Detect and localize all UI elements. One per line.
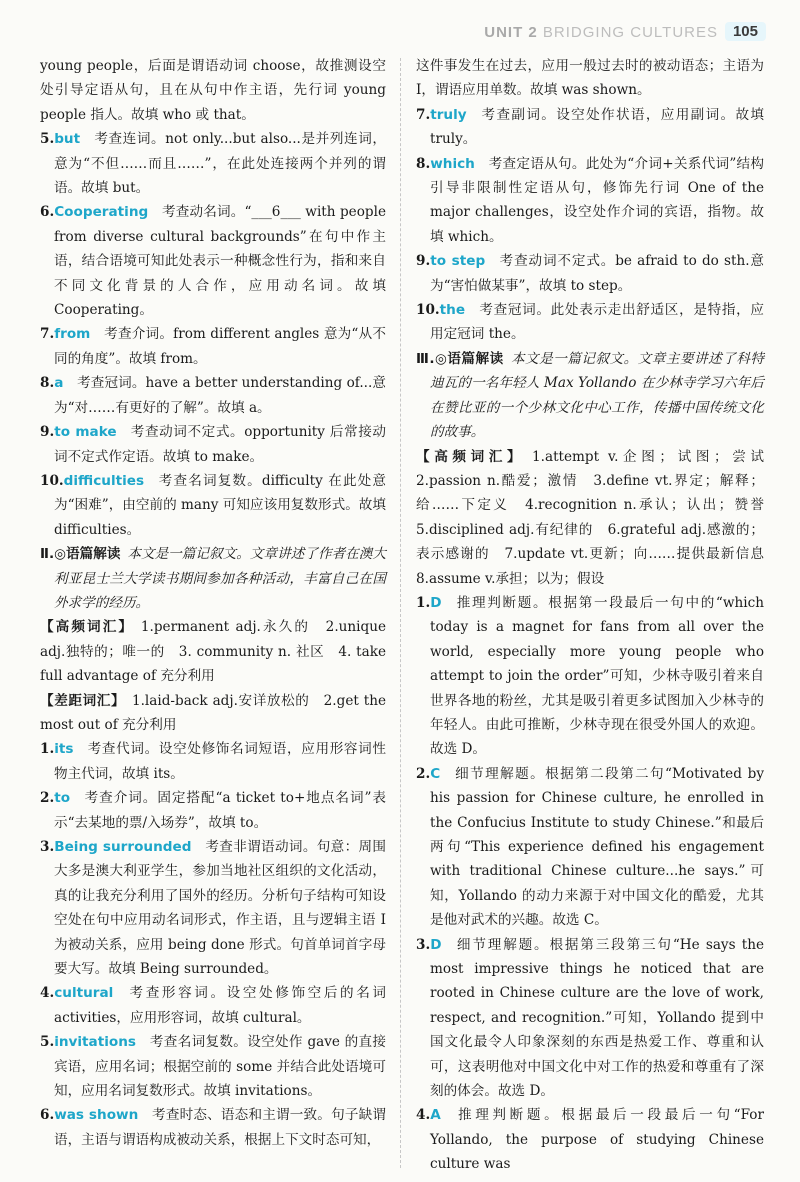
explanation-text: 考查冠词。此处表示走出舒适区，是特指，应用定冠词 the。 [430,302,764,343]
right-column [416,54,778,1177]
passage-summary [416,347,764,445]
vocab-text: 1.permanent adj.永久的 2.unique adj.独特的；唯一的 3. community n. 社区 4. take full advantage of 充分利用 [40,619,387,685]
item-number: 2. [40,790,55,807]
explanation-text: 考查副词。设空处作状语，应用副词。故填 truly。 [430,106,764,148]
answer-item [416,762,764,933]
explanation-text: 考查时态、语态和主谓一致。句子缺谓语，主语与谓语构成被动关系，根据上下文时态可知， [54,1107,386,1148]
item-number: 8. [416,155,431,172]
section-body: 本文是一篇记叙文。文章主要讲述了科特迪瓦的一名年轻人 Max Yollando 在少林寺学习六年后在赞比亚的一个少林文化中心工作，传播中国传统文化的故事。 [430,350,764,441]
item-number: 4. [416,1107,431,1124]
vocab-label: 【差距词汇】 [40,692,126,709]
vocab-text: 1.laid-back adj.安详放松的 2.get the most out of 充分利用 [40,692,387,733]
answer-item [416,298,764,347]
answer-item [40,835,386,981]
answer-item [40,1030,386,1103]
answer-text: from [54,326,91,343]
answer-text: but [54,131,81,148]
item-number: 5. [40,131,55,148]
vocabulary-list [40,615,386,688]
answer-text: D [430,936,442,953]
answer-text: cultural [54,985,114,1002]
answer-item [40,127,386,200]
unit-title [484,24,718,41]
answer-item [416,933,764,1104]
answer-text: a [54,375,64,392]
answer-text: Cooperating [54,204,149,221]
answer-text: the [439,302,466,319]
page-number: 105 [725,22,766,41]
explanation-text: 考查定语从句。此处为“介词+关系代词”结构引导非限制性定语从句，修饰先行词 One of the major challenges，设空处作介词的宾语，指物。故填 which。 [430,155,764,245]
explanation-text: 考查动词不定式。opportunity 后常接动词不定式作定语。故填 to make。 [54,424,386,465]
item-number: 4. [40,985,55,1002]
vocab-label: 【高频词汇】 [40,619,135,636]
item-number: 7. [40,326,55,343]
item-number: 3. [416,936,431,953]
page-header [0,0,800,42]
answer-item [40,322,386,371]
answer-text: was shown [54,1107,139,1124]
item-number: 10. [416,302,440,319]
answer-text: C [430,765,441,782]
answer-item [40,200,386,322]
explanation-text: 推理判断题。根据第一段最后一句中的“which today is a magnet for fans from all over the world, especially more young people who attempt to join the order”可知，少林寺吸引着来自世界各地的粉丝，尤其是吸引着更多试图加入少林寺的年轻人。由此可推断，少林寺现在很受外国人的欢迎。故选 D。 [430,594,764,758]
answer-text: which [430,155,475,172]
answer-item [416,249,764,298]
answer-text: invitations [54,1034,136,1051]
explanation-text: 考查形容词。设空处修饰空后的名词 activities，应用形容词，故填 cultural。 [54,985,386,1026]
explanation-text: 考查连词。not only...but also...是并列连词，意为“不但……而且……”，在此处连接两个并列的谓语。故填 but。 [54,131,386,197]
vocabulary-list [40,689,386,738]
answer-item [40,371,386,420]
explanation-text: 考查名词复数。difficulty 在此处意为“困难”，由空前的 many 可知应该用复数形式。故填 difficulties。 [54,472,386,538]
answer-text: Being surrounded [54,839,192,855]
answer-item [40,737,386,786]
left-column [40,54,386,1152]
answer-item [416,152,764,250]
item-number: 1. [40,741,55,758]
answer-item [40,981,386,1030]
explanation-text: 细节理解题。根据第三段第三句“He says the most impressive things he noticed that are rooted in Chinese culture are the love of work, respect, and recognition.”可知，Yollando 提到中国文化最令人印象深刻的东西是热爱工作、尊重和认可，这表明他对中国文化中对工作的热爱和尊重有了深刻的体会。故选 D。 [430,936,764,1100]
section-title: Ⅱ.◎语篇解读 [40,546,121,563]
answer-text: to make [54,424,117,441]
explanation-text: 考查动词不定式。be afraid to do sth.意为“害怕做某事”，故填 to step。 [430,253,764,294]
item-number: 6. [40,204,55,221]
explanation-text: 考查名词复数。设空处作 gave 的直接宾语，应用名词；根据空前的 some 并结合此处语境可知，应用名词复数形式。故填 invitations。 [54,1034,386,1100]
answer-text: truly [430,106,467,123]
section-title: Ⅲ.◎语篇解读 [416,350,504,367]
answer-item [416,591,764,762]
answer-text: D [430,594,442,611]
explanation-text: 考查动名词。“___6___ with people from diverse cultural backgrounds”在句中作主语，结合语境可知此处表示一种概念性行为，指和来自不同文化背景的人合作，应用动名词。故填 Cooperating。 [54,204,386,319]
answer-item [40,469,386,542]
answer-item [416,1103,764,1176]
answer-item [40,786,386,835]
column-divider [400,58,401,1168]
item-number: 3. [40,839,55,855]
explanation-text: 考查介词。固定搭配“a ticket to+地点名词”表示“去某地的票/入场券”，故填 to。 [54,790,386,831]
paragraph: 这件事发生在过去，应用一般过去时的被动语态；主语为 I，谓语应用单数。故填 was shown。 [416,58,764,99]
item-number: 1. [416,594,431,611]
answer-text: to [54,790,71,807]
item-number: 10. [40,472,64,489]
answer-item [416,103,764,152]
answer-text: A [430,1107,441,1124]
explanation-text: 细节理解题。根据第二段第二句“Motivated by his passion for Chinese culture, he enrolled in the Confucius Institute to study Chinese.”和最后两句“This experience defined his engagement with traditional Chinese culture...he says.”可知，Yollando 的动力来源于对中国文化的酷爱，尤其是他对武术的兴趣。故选 C。 [430,765,764,929]
answer-item [40,420,386,469]
paragraph: young people，后面是谓语动词 choose，故推测设空处引导定语从句，且在从句中作主语，先行词 young people 指人。故填 who 或 that。 [40,58,386,123]
vocabulary-list [416,445,778,591]
item-number: 9. [416,253,431,270]
answer-item [40,1103,386,1152]
answer-text: its [54,741,74,758]
item-number: 5. [40,1034,55,1051]
item-number: 8. [40,375,55,392]
unit-name: BRIDGING CULTURES [542,24,718,41]
section-body: 本文是一篇记叙文。文章讲述了作者在澳大利亚昆士兰大学读书期间参加各种活动，丰富自己在国外求学的经历。 [54,546,387,611]
item-number: 7. [416,106,431,123]
item-number: 2. [416,765,431,782]
unit-number: UNIT 2 [484,24,538,41]
vocab-label: 【高频词汇】 [416,448,526,465]
answer-text: difficulties [63,472,145,489]
item-number: 6. [40,1107,55,1124]
explanation-text: 推理判断题。根据最后一段最后一句“For Yollando, the purpose of studying Chinese culture was [430,1107,764,1173]
vocab-text: 1.attempt v.企图；试图；尝试 2.passion n.酷爱；激情 3.define vt.界定；解释；给……下定义 4.recognition n.承认；认出；赞誉 5.disciplined adj.有纪律的 6.grateful adj.感激的；表示感谢的 7.update vt.更新；向……提供最新信息 8.assume v.承担；以为；假设 [416,448,778,587]
passage-summary [40,542,386,615]
answer-text: to step [430,253,486,270]
explanation-text: 考查冠词。have a better understanding of...意为“对……有更好的了解”。故填 a。 [54,375,386,416]
explanation-text: 考查介词。from different angles 意为“从不同的角度”。故填 from。 [54,326,386,367]
explanation-text: 考查非谓语动词。句意：周围大多是澳大利亚学生，参加当地社区组织的文化活动，真的让我充分利用了国外的经历。分析句子结构可知设空处在句中应用动名词形式，作主语，且与逻辑主语 I 为被动关系，应用 being done 形式。句首单词首字母要大写。故填 Being surrounded。 [54,839,387,978]
explanation-text: 考查代词。设空处修饰名词短语，应用形容词性物主代词，故填 its。 [54,741,386,782]
item-number: 9. [40,424,55,441]
